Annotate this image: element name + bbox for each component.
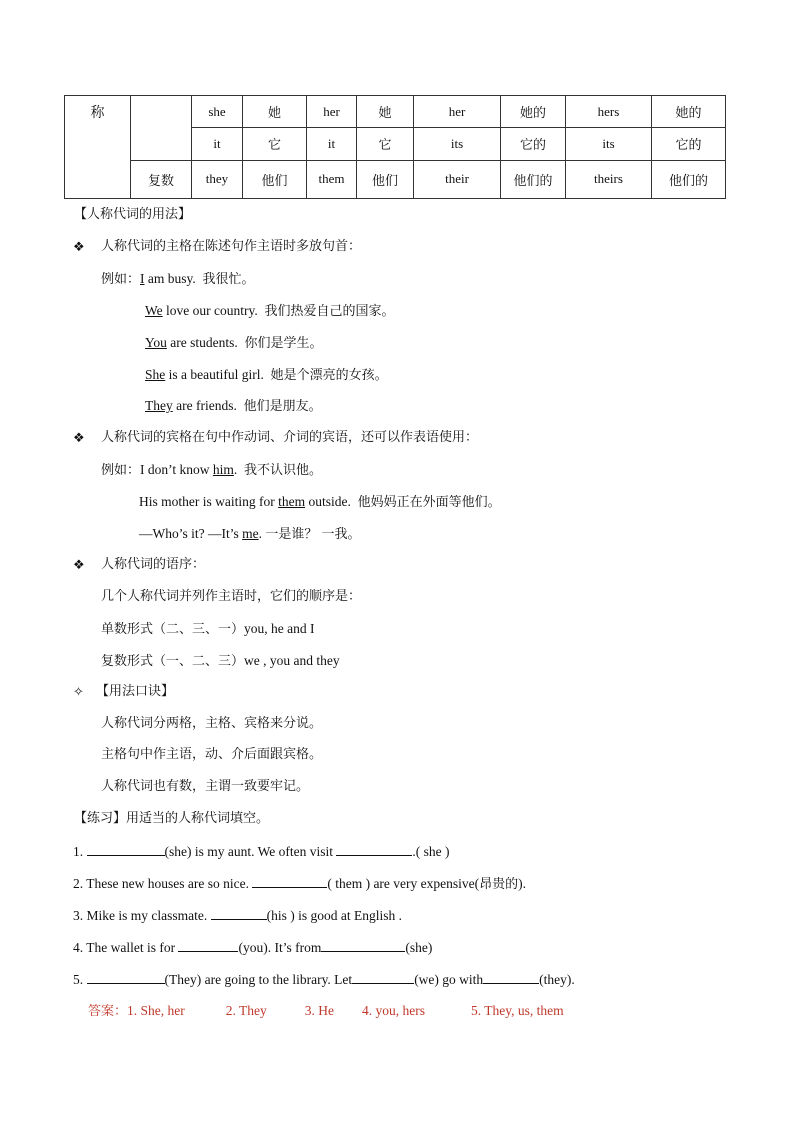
table-cell: 它的 [652,128,726,160]
example-prefix: 例如： [101,272,141,287]
table-cell: 它的 [501,128,566,160]
example-chinese: 他们是朋友。 [243,399,322,414]
diamond-star-icon: ❖ [73,239,85,254]
underlined-pronoun: him [212,462,234,477]
table-row-label: 复数 [131,160,192,198]
answer-item: 3. He [304,1003,335,1018]
example-english: . [258,526,262,541]
example-chinese: 我很忙。 [202,272,255,287]
answer-blank[interactable] [321,938,405,952]
table-cell: her [307,96,357,128]
example-prefix: 例如： [101,463,141,478]
diamond-star-icon: ❖ [73,430,85,445]
table-cell: them [307,160,357,198]
question-text: 3. Mike is my classmate. [73,908,211,923]
example-english: —Who’s it? —It’s [139,526,243,541]
table-cell: she [192,96,243,128]
question-text: (she) is my aunt. We often visit [164,844,337,859]
table-cell: its [414,128,501,160]
question-text: (we) go with [414,972,484,987]
question-text: 2. These new houses are so nice. [73,876,253,891]
answer-item: 1. She, her [127,1003,185,1018]
answers-line [88,1002,564,1021]
question-3 [73,906,402,925]
answer-item: 2. They [225,1003,267,1018]
answer-blank[interactable] [87,970,165,984]
example-chinese: 我不认识他。 [244,463,323,478]
question-text: (his ) is good at English . [266,908,402,923]
question-5 [73,970,575,989]
section-heading-usage: 【人称代词的用法】 [74,207,192,222]
example-english: are friends. [172,398,237,413]
question-text: (you). It’s from [238,940,322,955]
example-english: am busy. [144,271,196,286]
example-chinese: 她是个漂亮的女孩。 [270,368,388,383]
bullet-text: 人称代词的宾格在句中作动词、介词的宾语，还可以作表语使用： [101,430,479,445]
order-plural [101,652,340,671]
order-english: we , you and they [244,653,340,668]
table-cell: 他们 [243,160,307,198]
table-cell: it [307,128,357,160]
bullet-text: 【用法口诀】 [96,684,175,699]
example-chinese: 你们是学生。 [244,336,323,351]
example-english: are students. [166,335,238,350]
table-cell: 它 [243,128,307,160]
table-cell: 她 [357,96,414,128]
example-chinese: 他妈妈正在外面等他们。 [357,495,501,510]
question-1 [73,842,450,861]
question-2 [73,874,526,894]
example-line [139,525,361,544]
rhyme-line: 主格句中作主语，动、介后面跟宾格。 [101,747,323,762]
rhyme-line: 人称代词分两格，主格、宾格来分说。 [101,716,323,731]
outline-diamond-star-icon: ✧ [73,684,84,699]
table-cell: 他们 [357,160,414,198]
table-row [65,160,726,198]
example-english: love our country. [162,303,258,318]
underlined-pronoun: them [278,494,306,509]
table-cell: hers [566,96,652,128]
order-label: 单数形式（二、三、一） [101,622,245,637]
example-line [139,493,501,512]
underlined-pronoun: me [242,526,259,541]
question-text: (they). [539,972,575,987]
table-row [65,96,726,128]
example-chinese: 一是谁？ 一我。 [265,527,361,542]
question-text: 5. [73,972,87,987]
example-english: . [233,462,238,477]
question-text: 4. The wallet is for [73,940,179,955]
question-text: ). [518,876,527,891]
table-cell: her [414,96,501,128]
example-line [145,334,323,353]
bullet-text: 人称代词的语序： [101,557,206,572]
question-text: (They) are going to the library. Let [164,972,353,987]
diamond-star-icon: ❖ [73,557,85,572]
question-text: .( she ) [412,844,450,859]
answer-blank[interactable] [252,874,327,888]
order-intro: 几个人称代词并列作主语时，它们的顺序是： [101,589,362,604]
answer-blank[interactable] [352,970,414,984]
order-english: you, he and I [244,621,315,636]
example-chinese: 我们热爱自己的国家。 [264,304,395,319]
example-line [145,366,388,385]
table-cell: theirs [566,160,652,198]
answer-blank[interactable] [336,842,412,856]
answer-blank[interactable] [211,906,267,920]
table-cell: 他们的 [501,160,566,198]
table-category-cell: 称 [65,96,131,199]
table-cell: its [566,128,652,160]
pronoun-table [64,95,726,199]
rhyme-line: 人称代词也有数，主谓一致要牢记。 [101,779,310,794]
answers-label: 答案： [88,1004,128,1019]
question-text: (she) [405,940,433,955]
table-cell: it [192,128,243,160]
underlined-pronoun: She [145,367,166,382]
question-4 [73,938,432,957]
answer-blank[interactable] [483,970,539,984]
answer-blank[interactable] [87,842,165,856]
example-english: is a beautiful girl. [165,367,264,382]
table-cell: 它 [357,128,414,160]
answer-item: 5. They, us, them [471,1003,564,1018]
table-cell: 她的 [652,96,726,128]
example-english: His mother is waiting for [139,494,279,509]
underlined-pronoun: They [145,398,173,413]
table-row-label [131,96,192,161]
example-english: outside. [305,494,351,509]
practice-title: 【练习】用适当的人称代词填空。 [74,811,270,826]
underlined-pronoun: You [145,335,167,350]
table-cell: 他们的 [652,160,726,198]
underlined-pronoun: We [145,303,163,318]
answer-blank[interactable] [178,938,238,952]
bullet-text: 人称代词的主格在陈述句作主语时多放句首： [101,239,362,254]
table-cell: their [414,160,501,198]
table-cell: 她 [243,96,307,128]
question-text: 昂贵的 [479,877,519,892]
table-cell: they [192,160,243,198]
example-english: I don’t know [140,462,213,477]
question-text: ( them ) are very expensive( [327,876,480,891]
example-line [101,461,322,480]
question-text: 1. [73,844,87,859]
answer-item: 4. you, hers [362,1003,426,1018]
example-line [101,270,255,289]
example-line [145,397,322,416]
example-line [145,302,395,321]
underlined-pronoun: I [140,271,145,286]
table-cell: 她的 [501,96,566,128]
order-singular [101,620,315,639]
order-label: 复数形式（一、二、三） [101,654,245,669]
